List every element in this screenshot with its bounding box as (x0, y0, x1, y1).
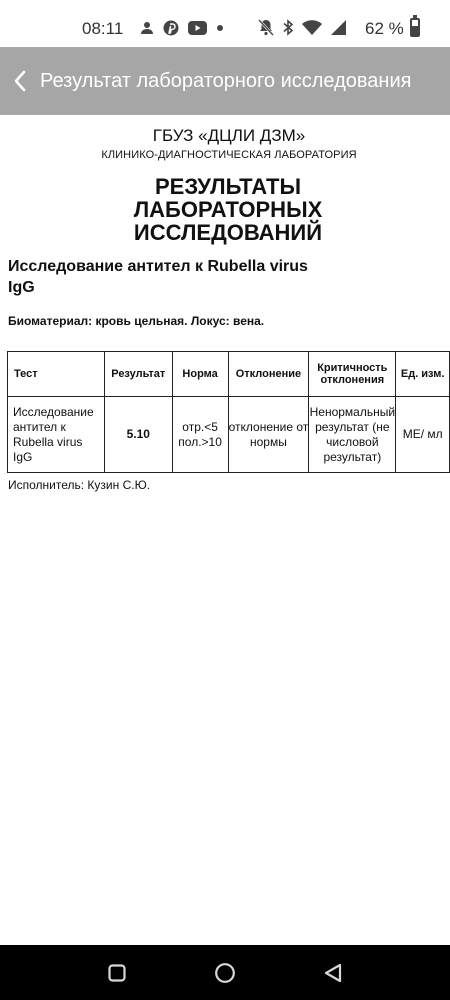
chevron-left-icon (13, 70, 27, 92)
status-time: 08:11 (82, 19, 124, 38)
document-title-line: ИССЛЕДОВАНИЙ (133, 220, 323, 245)
organization-subtitle: КЛИНИКО-ДИАГНОСТИЧЕСКАЯ ЛАБОРАТОРИЯ (101, 149, 357, 161)
organization-name: ГБУЗ «ДЦЛИ ДЗМ» (152, 126, 306, 145)
wifi-icon (302, 20, 322, 36)
lab-result-document (0, 115, 450, 492)
recent-apps-button[interactable] (87, 945, 147, 1000)
youtube-icon (188, 21, 207, 35)
recent-apps-icon (108, 964, 126, 982)
header-criticality: Критичность отклонения (309, 352, 396, 397)
document-title (0, 175, 450, 244)
study-title: Исследование антител к Rubella virus IgG (8, 258, 308, 296)
back-button[interactable] (303, 945, 363, 1000)
cell-norm: отр.<5 пол.>10 (172, 397, 228, 473)
person-icon (140, 21, 154, 35)
status-bar (0, 0, 450, 47)
bell-off-icon (258, 19, 274, 36)
header-unit: Ед. изм. (396, 352, 450, 397)
cell-unit: МЕ/ мл (396, 397, 450, 473)
table-row (8, 397, 450, 473)
status-system-icons (258, 19, 347, 36)
cell-result: 5.10 (104, 397, 172, 473)
biomaterial-info: Биоматериал: кровь цельная. Локус: вена. (8, 314, 265, 328)
header-deviation: Отклонение (228, 352, 309, 397)
cell-deviation: отклонение от нормы (228, 397, 309, 473)
bluetooth-icon (282, 19, 294, 36)
header-result: Результат (104, 352, 172, 397)
document-title-line: ЛАБОРАТОРНЫХ (133, 197, 323, 222)
table-header-row (8, 352, 450, 397)
signal-icon (330, 19, 347, 36)
app-bar (0, 47, 450, 115)
cell-test: Исследование антител к Rubella virus IgG (8, 397, 105, 473)
battery-percentage: 62 % (365, 19, 404, 38)
back-arrow-button[interactable] (0, 47, 40, 115)
executor-info: Исполнитель: Кузин С.Ю. (8, 478, 151, 492)
header-test: Тест (8, 352, 105, 397)
cell-criticality: Ненормальный результат (не числовой результат) (309, 397, 396, 473)
pinterest-icon (163, 20, 179, 36)
dot-icon (216, 24, 224, 32)
system-navigation-bar (0, 945, 450, 1000)
document-title-line: РЕЗУЛЬТАТЫ (155, 174, 301, 199)
app-bar-title: Результат лабораторного исследования (40, 69, 412, 92)
header-norm: Норма (172, 352, 228, 397)
back-icon (324, 963, 342, 983)
home-icon (214, 962, 236, 984)
battery-icon (410, 18, 420, 37)
results-table (7, 351, 450, 473)
home-button[interactable] (195, 945, 255, 1000)
status-notification-icons (140, 20, 224, 36)
battery-fill (412, 26, 418, 35)
